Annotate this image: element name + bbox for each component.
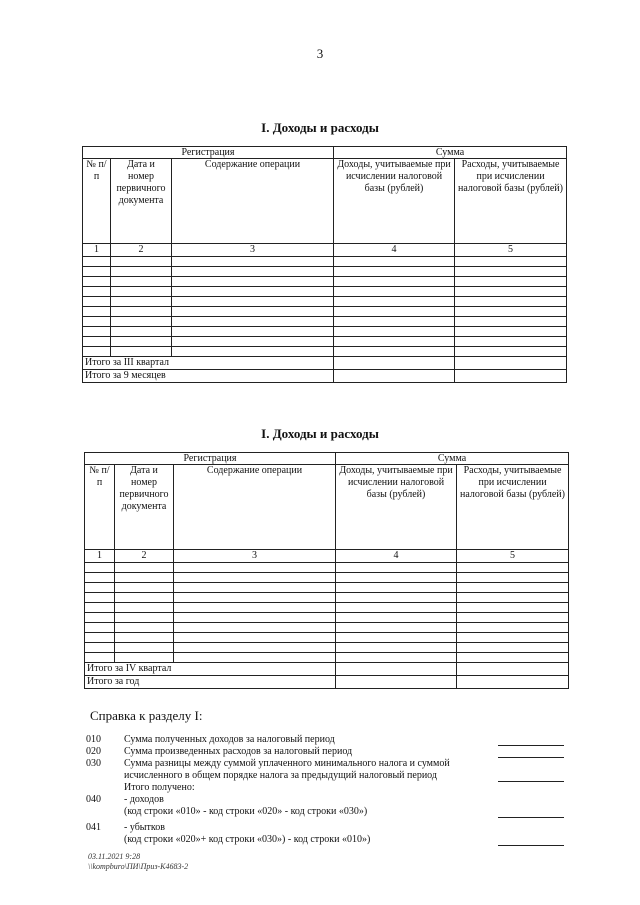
spravka-line xyxy=(86,834,576,846)
table-row xyxy=(83,337,567,347)
spravka-line xyxy=(86,822,576,834)
line-text: Сумма разницы между суммой уплаченного минимального налога и суммой исчисленного в общем порядке налога за предыдущий налоговый период xyxy=(124,758,450,781)
header-col-expense: Расходы, учитываемые при исчислении налоговой базы (рублей) xyxy=(455,159,567,244)
spravka-line xyxy=(86,782,576,794)
header-col-number: № п/п xyxy=(83,159,111,244)
footer-stamp xyxy=(88,852,188,872)
line-code xyxy=(86,834,124,846)
header-col-content: Содержание операции xyxy=(172,159,334,244)
table-row xyxy=(83,317,567,327)
line-code: 010 xyxy=(86,734,101,745)
line-code: 020 xyxy=(86,746,101,757)
fill-in-blank[interactable] xyxy=(498,844,564,846)
column-number: 2 xyxy=(111,244,172,257)
column-numbers-row xyxy=(85,550,569,563)
header-col-expense: Расходы, учитываемые при исчислении налоговой базы (рублей) xyxy=(457,465,569,550)
table-row xyxy=(85,643,569,653)
header-sum: Сумма xyxy=(336,453,569,465)
table-row xyxy=(85,593,569,603)
table-row xyxy=(85,613,569,623)
column-number: 1 xyxy=(83,244,111,257)
line-text: - доходов xyxy=(124,794,164,805)
table-row xyxy=(85,573,569,583)
line-code: 040 xyxy=(86,794,101,805)
table-row xyxy=(85,653,569,663)
header-registration: Регистрация xyxy=(85,453,336,465)
line-text: Сумма произведенных расходов за налоговый период xyxy=(124,746,353,757)
total-label: Итого за III квартал xyxy=(83,357,334,370)
line-text: (код строки «020»+ код строки «030») - код строки «010») xyxy=(124,834,371,845)
line-text: Сумма полученных доходов за налоговый период xyxy=(124,734,335,745)
line-code xyxy=(86,806,124,818)
line-code: 030 xyxy=(86,758,101,769)
spravka-line xyxy=(86,758,576,782)
line-text: - убытков xyxy=(124,822,165,833)
spravka-line xyxy=(86,734,576,746)
column-number: 5 xyxy=(455,244,567,257)
ledger-table-2 xyxy=(84,452,569,689)
table-row xyxy=(85,623,569,633)
line-text: Итого получено: xyxy=(124,782,195,793)
footer-path: \\kompburo\ПИ\Приз-К4683-2 xyxy=(88,862,189,871)
total-label: Итого за IV квартал xyxy=(85,663,336,676)
footer-date: 03.11.2021 9:28 xyxy=(88,852,141,861)
page-number: 3 xyxy=(316,46,324,61)
table-row xyxy=(83,277,567,287)
spravka-line xyxy=(86,794,576,806)
table-row xyxy=(85,583,569,593)
total-row xyxy=(83,357,567,370)
column-number: 5 xyxy=(457,550,569,563)
total-label: Итого за 9 месяцев xyxy=(83,370,334,383)
table-row xyxy=(83,307,567,317)
section-title-2: I. Доходы и расходы xyxy=(261,426,379,441)
column-number: 2 xyxy=(115,550,174,563)
header-sum: Сумма xyxy=(334,147,567,159)
spravka-line xyxy=(86,806,576,818)
header-col-income: Доходы, учитываемые при исчислении налоговой базы (рублей) xyxy=(334,159,455,244)
table-row xyxy=(85,633,569,643)
total-row xyxy=(83,370,567,383)
line-text: (код строки «010» - код строки «020» - код строки «030») xyxy=(124,806,368,817)
table-row xyxy=(83,297,567,307)
section-title-1: I. Доходы и расходы xyxy=(261,120,379,135)
total-label: Итого за год xyxy=(85,676,336,689)
header-col-content: Содержание операции xyxy=(174,465,336,550)
table-row xyxy=(83,327,567,337)
header-col-number: № п/п xyxy=(85,465,115,550)
column-number: 3 xyxy=(174,550,336,563)
header-col-document: Дата и номер первичного документа xyxy=(111,159,172,244)
ledger-table-1 xyxy=(82,146,567,383)
header-col-income: Доходы, учитываемые при исчислении налоговой базы (рублей) xyxy=(336,465,457,550)
spravka-lines xyxy=(86,734,576,846)
table-row xyxy=(83,267,567,277)
table-row xyxy=(83,347,567,357)
total-row xyxy=(85,663,569,676)
table-row xyxy=(85,603,569,613)
table-row xyxy=(85,563,569,573)
column-number: 3 xyxy=(172,244,334,257)
column-number: 4 xyxy=(336,550,457,563)
total-row xyxy=(85,676,569,689)
line-code xyxy=(86,782,124,794)
table-row xyxy=(83,257,567,267)
column-number: 1 xyxy=(85,550,115,563)
line-code: 041 xyxy=(86,822,101,833)
table-row xyxy=(83,287,567,297)
header-col-document: Дата и номер первичного документа xyxy=(115,465,174,550)
column-numbers-row xyxy=(83,244,567,257)
spravka-line xyxy=(86,746,576,758)
spravka-title: Справка к разделу I: xyxy=(90,708,203,723)
fill-in-blank[interactable] xyxy=(498,816,564,818)
header-registration: Регистрация xyxy=(83,147,334,159)
column-number: 4 xyxy=(334,244,455,257)
